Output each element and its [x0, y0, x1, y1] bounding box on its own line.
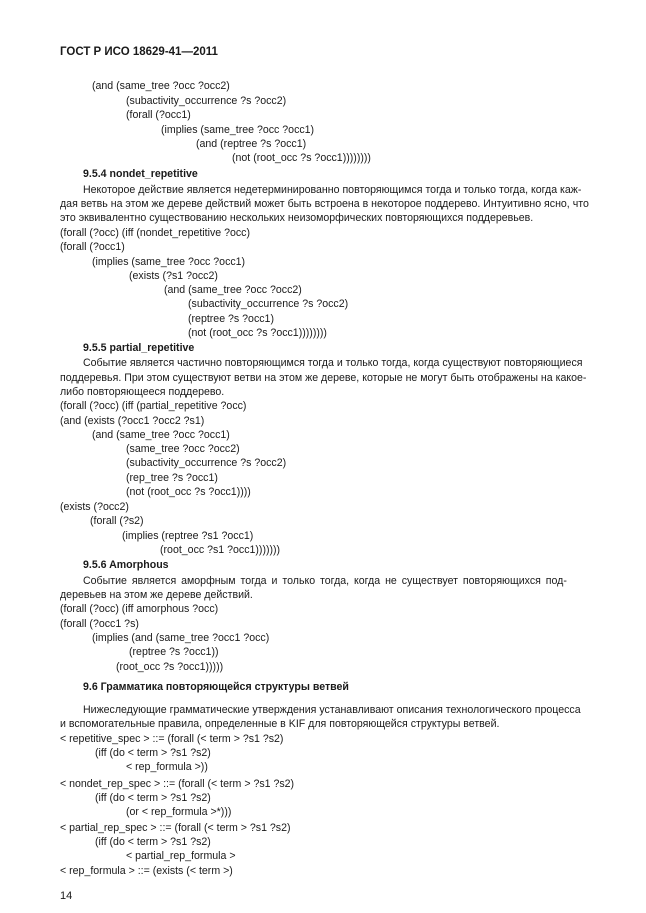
- paragraph-line: либо повторяющееся поддерево.: [60, 386, 225, 398]
- code-line: (reptree ?s ?occ1): [188, 313, 274, 325]
- paragraph-line: Нижеследующие грамматические утверждения устанавливают описания технологического процесса: [83, 704, 581, 716]
- code-line: (implies (same_tree ?occ ?occ1): [92, 256, 246, 268]
- code-line: (not (root_occ ?s ?occ1)))))))): [232, 152, 371, 164]
- code-line: (and (same_tree ?occ ?occ2): [92, 80, 230, 92]
- code-line: < rep_formula > ::= (exists (< term >): [60, 865, 233, 877]
- code-line: (iff (do < term > ?s1 ?s2): [95, 792, 211, 804]
- code-line: (iff (do < term > ?s1 ?s2): [95, 836, 211, 848]
- code-line: (reptree ?s ?occ1)): [129, 646, 219, 658]
- code-line: (forall (?occ) (iff amorphous ?occ): [60, 603, 219, 615]
- paragraph-line: Событие является частично повторяющимся тогда и только тогда, когда существуют повторяющиеся: [83, 357, 583, 369]
- paragraph-line: это эквивалентно существованию нескольких неизоморфических повторяющихся поддеревьев.: [60, 212, 534, 224]
- code-line: < partial_rep_spec > ::= (forall (< term > ?s1 ?s2): [60, 822, 291, 834]
- code-line: (forall (?occ1 ?s): [60, 618, 139, 630]
- code-line: < rep_formula >)): [126, 761, 208, 773]
- code-line: (and (same_tree ?occ ?occ2): [164, 284, 302, 296]
- code-line: (subactivity_occurrence ?s ?occ2): [126, 95, 287, 107]
- code-line: (root_occ ?s1 ?occ1))))))): [160, 544, 281, 556]
- code-line: (forall (?occ1): [60, 241, 125, 253]
- code-line: < nondet_rep_spec > ::= (forall (< term > ?s1 ?s2): [60, 778, 295, 790]
- code-line: (forall (?occ) (iff (nondet_repetitive ?occ): [60, 227, 250, 239]
- section-heading: 9.5.6 Amorphous: [83, 559, 169, 571]
- paragraph-line: Некоторое действие является недетерминированно повторяющимся тогда и только тогда, когда каж-: [83, 184, 582, 196]
- paragraph-line: дая ветвь на этом же дереве действий может быть встроена в некоторое поддерево. Интуитивно ясно, что: [60, 198, 589, 210]
- code-line: (exists (?occ2): [60, 501, 129, 513]
- code-line: (and (exists (?occ1 ?occ2 ?s1): [60, 415, 205, 427]
- code-line: (same_tree ?occ ?occ2): [126, 443, 240, 455]
- paragraph-line: поддеревья. При этом существуют ветви на этом же дереве, которые не могут быть отображены на какое-: [60, 372, 587, 384]
- code-line: (forall (?occ1): [126, 109, 191, 121]
- code-line: (forall (?occ) (iff (partial_repetitive ?occ): [60, 400, 247, 412]
- code-line: (or < rep_formula >*))): [126, 806, 232, 818]
- code-line: (implies (reptree ?s1 ?occ1): [122, 530, 254, 542]
- section-heading: 9.5.4 nondet_repetitive: [83, 168, 198, 180]
- code-line: (subactivity_occurrence ?s ?occ2): [126, 457, 287, 469]
- page-number: 14: [60, 890, 73, 902]
- code-line: (not (root_occ ?s ?occ1)))))))): [188, 327, 327, 339]
- code-line: (iff (do < term > ?s1 ?s2): [95, 747, 211, 759]
- code-line: (rep_tree ?s ?occ1): [126, 472, 218, 484]
- code-line: (root_occ ?s ?occ1))))): [116, 661, 224, 673]
- document-header: ГОСТ Р ИСО 18629-41—2011: [60, 46, 218, 58]
- code-line: (forall (?s2): [90, 515, 144, 527]
- code-line: (exists (?s1 ?occ2): [129, 270, 218, 282]
- code-line: (implies (same_tree ?occ ?occ1): [161, 124, 315, 136]
- paragraph-line: Событие является аморфным тогда и только тогда, когда не существует повторяющихся под-: [83, 575, 567, 587]
- paragraph-line: деревьев на этом же дереве действий.: [60, 589, 253, 601]
- section-heading: 9.5.5 partial_repetitive: [83, 342, 195, 354]
- code-line: (and (reptree ?s ?occ1): [196, 138, 307, 150]
- code-line: < partial_rep_formula >: [126, 850, 236, 862]
- section-heading: 9.6 Грамматика повторяющейся структуры ветвей: [83, 681, 349, 693]
- code-line: (and (same_tree ?occ ?occ1): [92, 429, 230, 441]
- code-line: < repetitive_spec > ::= (forall (< term > ?s1 ?s2): [60, 733, 284, 745]
- code-line: (not (root_occ ?s ?occ1)))): [126, 486, 251, 498]
- paragraph-line: и вспомогательные правила, определенные в KIF для повторяющейся структуры ветвей.: [60, 718, 500, 730]
- code-line: (subactivity_occurrence ?s ?occ2): [188, 298, 349, 310]
- code-line: (implies (and (same_tree ?occ1 ?occ): [92, 632, 270, 644]
